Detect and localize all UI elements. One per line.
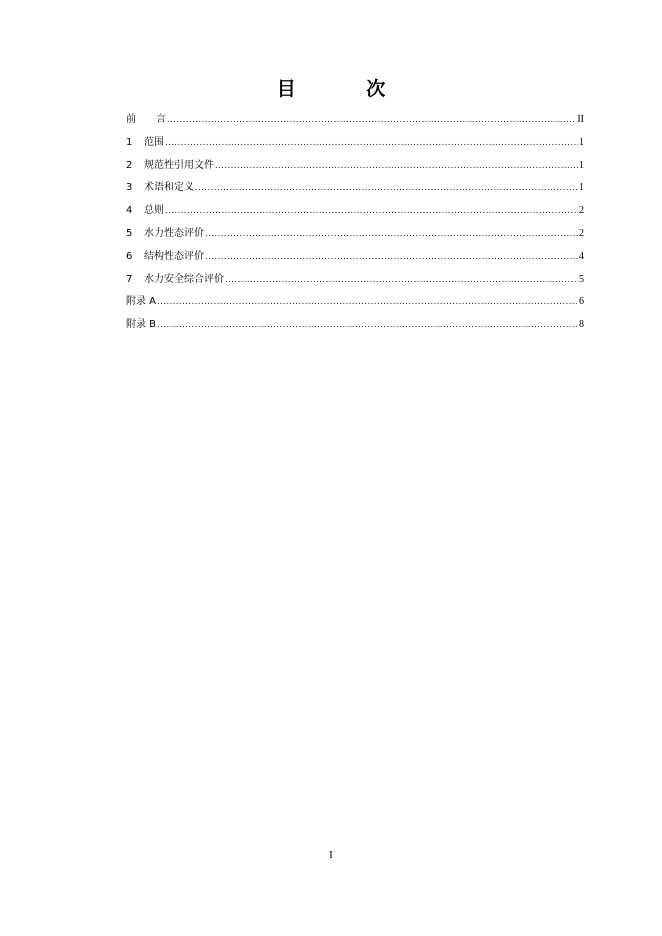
toc-label: 结构性态评价 — [144, 250, 204, 262]
toc-entry-foreword[interactable] — [126, 112, 584, 135]
toc-leader — [215, 158, 578, 174]
toc-page-number: 2 — [579, 205, 584, 217]
toc-entry-1[interactable] — [126, 135, 584, 158]
page-number-footer: I — [329, 849, 333, 861]
toc-page-number: 4 — [579, 250, 584, 262]
toc-entry-7[interactable] — [126, 272, 584, 295]
toc-entry-2[interactable] — [126, 158, 584, 181]
toc-leader — [205, 249, 578, 265]
toc-leader — [157, 317, 578, 333]
toc-number: 4 — [126, 205, 133, 217]
toc-entry-6[interactable] — [126, 249, 584, 272]
toc-label: 水力安全综合评价 — [144, 273, 224, 285]
toc-label: 术语和定义 — [144, 182, 194, 194]
toc-entry-4[interactable] — [126, 203, 584, 226]
toc-page-number: 5 — [579, 273, 584, 285]
toc-entry-appendix-b[interactable] — [126, 317, 584, 340]
toc-label: 范围 — [144, 136, 164, 148]
toc-label: 前言 — [126, 114, 166, 125]
table-of-contents — [126, 112, 584, 340]
toc-page-number: 1 — [579, 182, 584, 194]
toc-label: 水力性态评价 — [144, 227, 204, 239]
toc-leader — [195, 180, 578, 196]
toc-number: 7 — [126, 273, 133, 285]
toc-number: 2 — [126, 159, 133, 171]
page-title: 目 次 — [276, 78, 418, 100]
toc-entry-3[interactable] — [126, 180, 584, 203]
toc-leader — [165, 135, 578, 151]
toc-page-number: 1 — [579, 136, 584, 148]
toc-entry-appendix-a[interactable] — [126, 294, 584, 317]
toc-page-number: 6 — [579, 296, 584, 308]
toc-label: 总则 — [144, 205, 164, 217]
toc-label: 附录 A — [126, 296, 157, 308]
toc-label: 附录 B — [126, 319, 157, 331]
toc-page-number: 1 — [579, 159, 584, 171]
toc-leader — [165, 203, 578, 219]
toc-page-number: 2 — [579, 227, 584, 239]
toc-number: 3 — [126, 182, 133, 194]
toc-leader — [157, 294, 578, 310]
toc-number: 1 — [126, 136, 133, 148]
toc-number: 5 — [126, 227, 133, 239]
toc-leader — [225, 272, 578, 288]
toc-leader — [205, 226, 578, 242]
toc-page-number: II — [577, 114, 584, 125]
toc-page-number: 8 — [579, 319, 584, 331]
toc-label: 规范性引用文件 — [144, 159, 214, 171]
toc-leader — [167, 112, 576, 128]
toc-number: 6 — [126, 250, 133, 262]
toc-entry-5[interactable] — [126, 226, 584, 249]
